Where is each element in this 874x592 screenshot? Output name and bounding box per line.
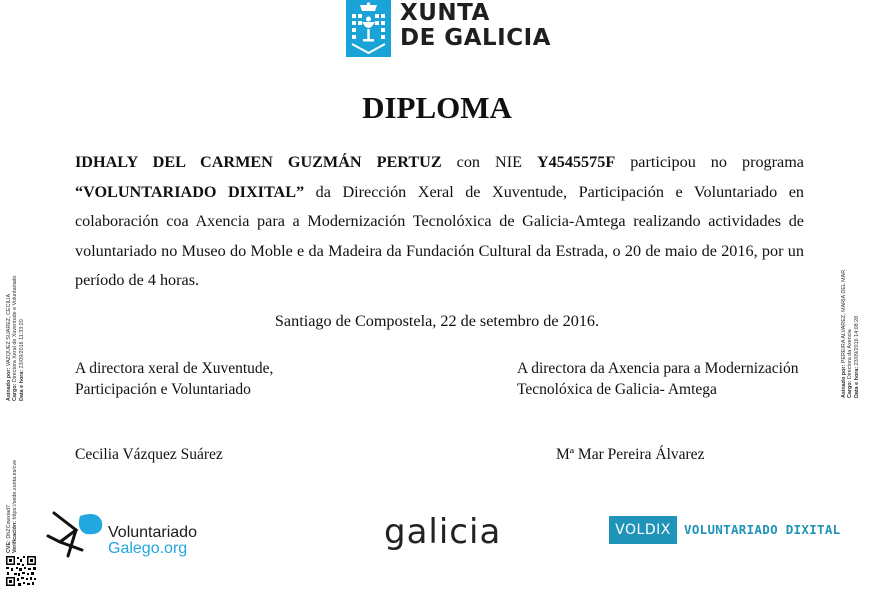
right-title-line-2: Tecnolóxica de Galicia- Amtega: [517, 381, 717, 398]
body-text-1: participou no programa: [630, 153, 804, 171]
stamp-value: PEREIRA ALVAREZ, MARIA DEL MAR: [841, 269, 847, 364]
stamp-label: Asinado por:: [6, 367, 12, 401]
stamp-label: CVE:: [6, 540, 12, 553]
program-name: “VOLUNTARIADO DIXITAL”: [75, 182, 305, 201]
logo-line-1: XUNTA: [400, 0, 490, 26]
id-label: con NIE: [456, 153, 522, 171]
galego-org-text: Galego.org: [108, 540, 188, 557]
stamp-label: Data e hora:: [853, 366, 860, 398]
voldix-logo: [609, 516, 839, 544]
stamp-label: Data e hora:: [18, 369, 25, 401]
voluntariado-galego-logo: [46, 508, 211, 563]
left-title-line-2: Participación e Voluntariado: [75, 381, 251, 398]
left-signatory-name: Cecilia Vázquez Suárez: [75, 446, 223, 463]
stamp-label: Verificación:: [12, 520, 19, 553]
galicia-shield-icon: [346, 0, 391, 57]
xunta-logo-text: [400, 1, 551, 51]
stamp-value: https://sede.xunta.es/cve: [12, 459, 19, 520]
voluntariado-text: Voluntariado: [108, 524, 197, 541]
stamp-label: Cargo:: [847, 380, 854, 398]
stamp-label: Asinado por:: [841, 364, 847, 398]
left-signature-stamp: [6, 275, 25, 401]
qr-code-icon: [5, 555, 37, 587]
galicia-brand-logo: [378, 514, 513, 559]
right-title-line-1: A directora da Axencia para a Modernización: [517, 360, 799, 377]
voldix-box: VOLDIX: [609, 516, 677, 544]
stamp-value: Directora Xeral de Xuventude e Voluntariado: [12, 275, 19, 383]
galicia-word: galicia: [384, 512, 502, 552]
stamp-value: VAZQUEZ SUAREZ, CECILIA: [6, 293, 12, 367]
logo-line-2: DE GALICIA: [400, 25, 551, 51]
voldix-text: VOLUNTARIADO DIXITAL: [684, 522, 841, 537]
right-signature-stamp: [841, 270, 860, 398]
right-signatory-name: Mª Mar Pereira Álvarez: [556, 446, 705, 463]
place-and-date: Santiago de Compostela, 22 de setembro de 2016.: [274, 312, 600, 330]
right-signatory-title: [517, 358, 817, 400]
diploma-title: DIPLOMA: [362, 90, 512, 125]
xunta-de-galicia-logo: [346, 0, 551, 58]
id-number: Y4545575F: [536, 153, 616, 171]
stamp-value: Directora da Axencia: [847, 329, 854, 380]
body-text-2: da Dirección Xeral de Xuventude, Participación e Voluntariado en colaboración coa Axencia para a Modernización Tecnolóxica de Galicia-Amtega realizando actividades de voluntariado no Museo do Moble e da Madeira da Fundación Cultural da Estrada, o 20 de maio de 2016, por un período de 4 horas.: [75, 182, 804, 289]
cve-verification-stamp: [6, 460, 19, 553]
stamp-value: DhZCxwxiad7: [6, 505, 12, 539]
stamp-value: 23/09/2016 14:08:28: [853, 315, 860, 366]
stamp-value: 23/09/2016 11:33:20: [18, 319, 25, 369]
participant-name: IDHALY DEL CARMEN GUZMÁN PERTUZ: [75, 153, 442, 171]
diploma-body: [75, 148, 804, 296]
voluntariado-figure-icon: [46, 508, 106, 563]
stamp-label: Cargo:: [12, 383, 19, 401]
left-signatory-title: [75, 358, 405, 400]
left-title-line-1: A directora xeral de Xuventude,: [75, 360, 274, 377]
